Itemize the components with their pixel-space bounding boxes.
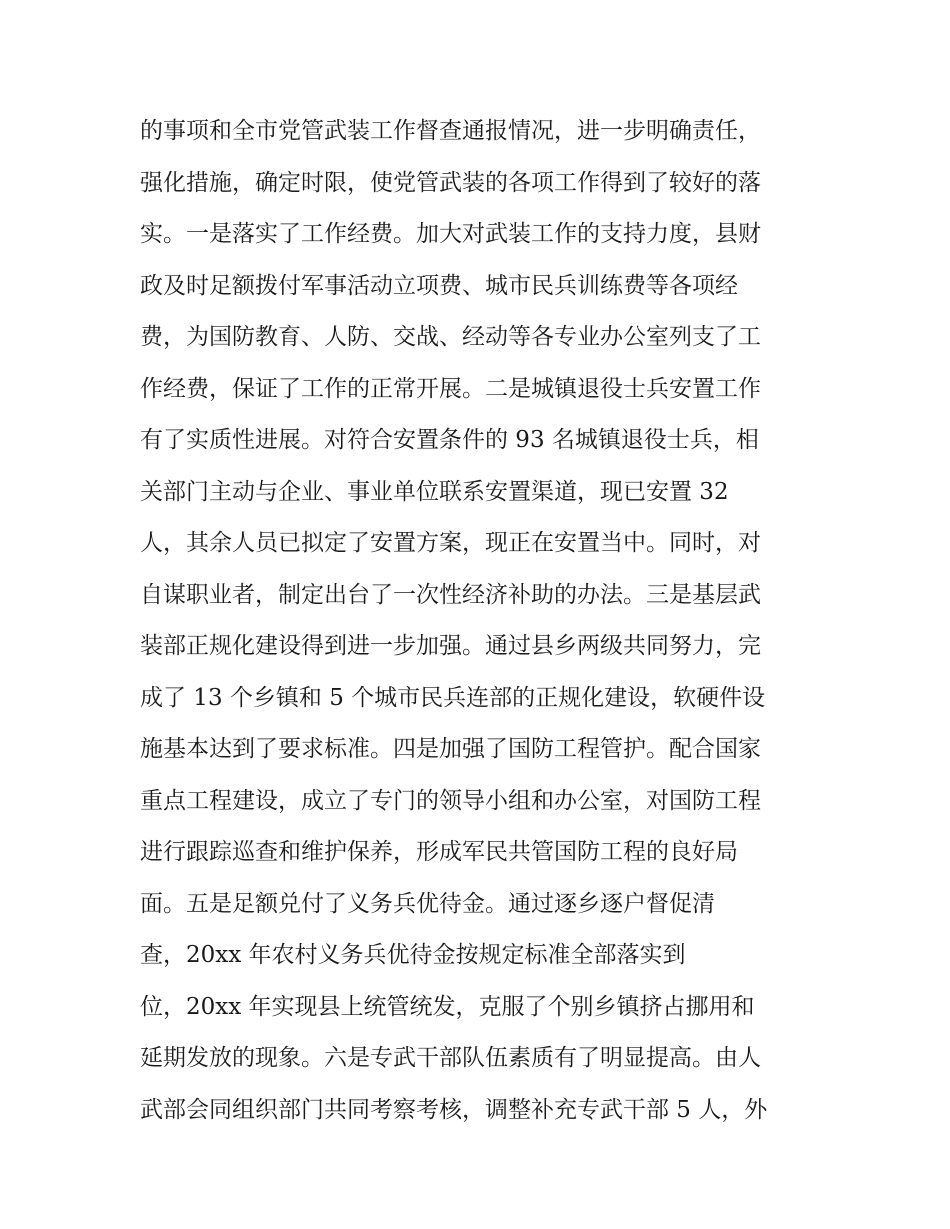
text-line: 面。五是足额兑付了义务兵优待金。通过逐乡逐户督促清 <box>140 890 715 917</box>
text-line: 作经费，保证了工作的正常开展。二是城镇退役士兵安置工作 <box>140 375 761 402</box>
text-line: 有了实质性进展。对符合安置条件的 93 名城镇退役士兵，相 <box>140 427 759 453</box>
text-line: 政及时足额拨付军事活动立项费、城市民兵训练费等各项经 <box>140 272 738 299</box>
text-line: 位，20xx 年实现县上统管统发，克服了个别乡镇挤占挪用和 <box>140 993 755 1020</box>
text-line: 重点工程建设，成立了专门的领导小组和办公室，对国防工程 <box>140 787 761 814</box>
text-line: 的事项和全市党管武装工作督查通报情况，进一步明确责任， <box>140 118 761 144</box>
text-line: 施基本达到了要求标准。四是加强了国防工程管护。配合国家 <box>140 736 761 762</box>
text-line: 强化措施，确定时限，使党管武装的各项工作得到了较好的落 <box>140 169 761 196</box>
text-line: 武部会同组织部门共同考察考核，调整补充专武干部 5 人，外 <box>140 1096 768 1123</box>
text-line: 自谋职业者，制定出台了一次性经济补助的办法。三是基层武 <box>140 581 761 608</box>
text-line: 人，其余人员已拟定了安置方案，现正在安置当中。同时，对 <box>140 530 761 556</box>
text-line: 装部正规化建设得到进一步加强。通过县乡两级共同努力，完 <box>140 633 761 659</box>
text-line: 关部门主动与企业、事业单位联系安置渠道，现已安置 32 <box>140 478 729 505</box>
body-text <box>140 106 820 1136</box>
text-line: 延期发放的现象。六是专武干部队伍素质有了明显提高。由人 <box>140 1045 761 1071</box>
text-line: 查，20xx 年农村义务兵优待金按规定标准全部落实到 <box>140 942 686 968</box>
text-line: 实。一是落实了工作经费。加大对武装工作的支持力度，县财 <box>140 221 761 247</box>
text-line: 进行跟踪巡查和维护保养，形成军民共管国防工程的良好局 <box>140 839 738 865</box>
text-line: 费，为国防教育、人防、交战、经动等各专业办公室列支了工 <box>140 324 761 350</box>
text-line: 成了 13 个乡镇和 5 个城市民兵连部的正规化建设，软硬件设 <box>140 684 766 711</box>
